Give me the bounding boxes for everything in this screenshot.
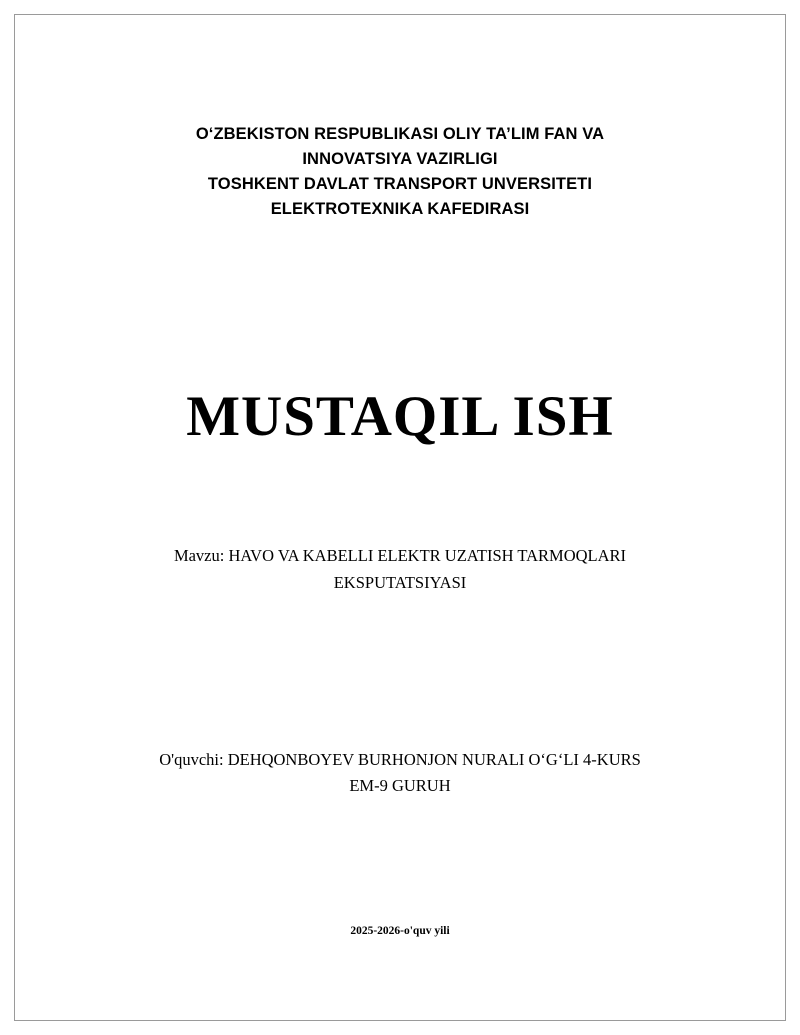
academic-year: 2025-2026-o'quv yili — [350, 925, 450, 937]
organization-heading — [196, 122, 604, 222]
subject-line-2: EKSPUTATSIYASI — [333, 572, 467, 592]
author-line-1: O'quvchi: DEHQONBOYEV BURHONJON NURALI O‘G‘LI 4-KURS — [159, 749, 641, 769]
subject-block — [120, 543, 680, 596]
author-block — [159, 747, 641, 800]
organization-line-3: TOSHKENT DAVLAT TRANSPORT UNVERSITETI — [207, 175, 593, 194]
author-line-2: EM-9 GURUH — [349, 776, 451, 796]
organization-line-1: O‘ZBEKISTON RESPUBLIKASI OLIY TA’LIM FAN VA — [195, 125, 605, 143]
subject-line-1: Mavzu: HAVO VA KABELLI ELEKTR UZATISH TARMOQLARI — [173, 546, 627, 566]
document-title: MUSTAQIL ISH — [186, 385, 614, 449]
organization-line-2: INNOVATSIYA VAZIRLIGI — [302, 150, 498, 169]
organization-line-4: ELEKTROTEXNIKA KAFEDIRASI — [270, 200, 530, 219]
page-content — [20, 18, 780, 1015]
